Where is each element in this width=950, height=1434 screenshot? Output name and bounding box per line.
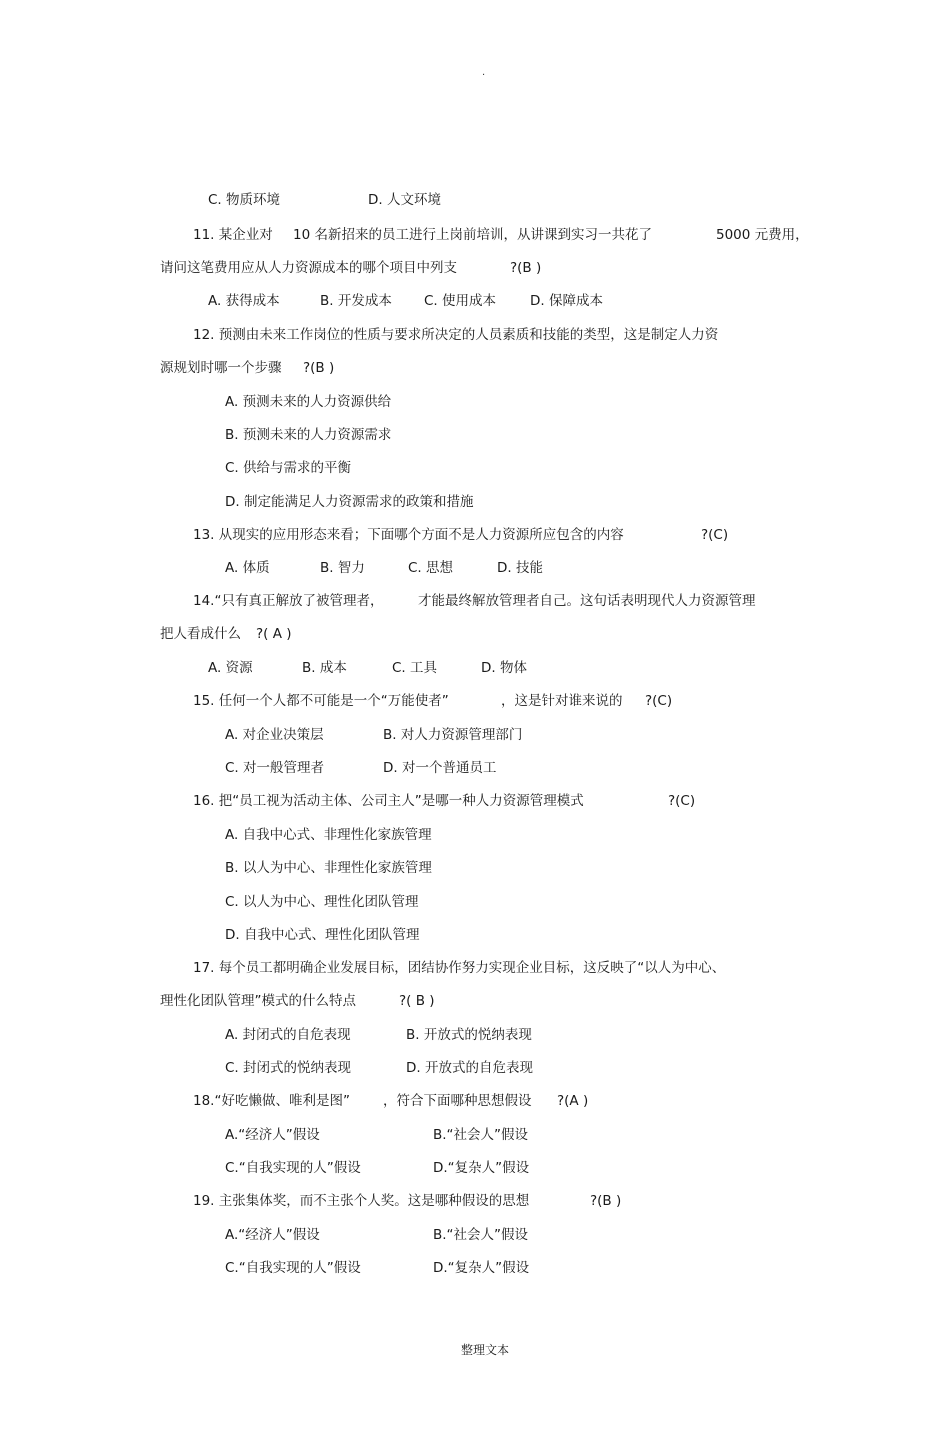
- text-line: 13. 从现实的应用形态来看；下面哪个方面不是人力资源所应包含的内容: [193, 527, 624, 543]
- text-line: 请问这笔费用应从人力资源成本的哪个项目中列支: [160, 260, 457, 276]
- text-line: B. 以人为中心、非理性化家族管理: [225, 860, 432, 876]
- text-line: 19. 主张集体奖，而不主张个人奖。这是哪种假设的思想: [193, 1193, 530, 1209]
- text-line: 5000 元费用，: [716, 227, 809, 243]
- text-line: ?(C): [645, 693, 673, 709]
- text-line: A. 体质: [225, 560, 270, 576]
- text-line: B. 预测未来的人力资源需求: [225, 427, 392, 443]
- text-line: D. 物体: [481, 660, 527, 676]
- text-line: ?(A ): [557, 1093, 589, 1109]
- text-line: C.“自我实现的人”假设: [225, 1160, 361, 1176]
- text-line: ?(C): [701, 527, 729, 543]
- text-line: 12. 预测由未来工作岗位的性质与要求所决定的人员素质和技能的类型，这是制定人力资: [193, 327, 719, 343]
- text-line: 11. 某企业对: [193, 227, 273, 243]
- text-line: C. 以人为中心、理性化团队管理: [225, 894, 419, 910]
- text-line: B. 对人力资源管理部门: [383, 727, 523, 743]
- text-line: C. 思想: [408, 560, 454, 576]
- text-line: C.“自我实现的人”假设: [225, 1260, 361, 1276]
- text-line: A. 封闭式的自危表现: [225, 1027, 351, 1043]
- text-line: D. 人文环境: [368, 192, 441, 208]
- text-line: ?(B ): [590, 1193, 622, 1209]
- page-footer: 整理文本: [461, 1343, 510, 1357]
- text-line: 理性化团队管理”模式的什么特点: [160, 993, 356, 1009]
- text-line: 18.“好吃懒做、唯利是图”: [193, 1093, 350, 1109]
- text-line: A. 自我中心式、非理性化家族管理: [225, 827, 432, 843]
- text-line: 15. 任何一个人都不可能是一个“万能使者”: [193, 693, 449, 709]
- text-line: D. 自我中心式、理性化团队管理: [225, 927, 420, 943]
- text-line: ?(C): [668, 793, 696, 809]
- text-line: D.“复杂人”假设: [433, 1260, 530, 1276]
- text-line: C. 封闭式的悦纳表现: [225, 1060, 352, 1076]
- text-line: 10 名新招来的员工进行上岗前培训，从讲课到实习一共花了: [293, 227, 652, 243]
- text-line: 才能最终解放管理者自己。这句话表明现代人力资源管理: [418, 593, 756, 609]
- text-line: ?( B ): [399, 993, 435, 1009]
- header-dot: .: [482, 67, 486, 78]
- text-line: D. 对一个普通员工: [383, 760, 497, 776]
- text-line: A. 资源: [208, 660, 253, 676]
- text-line: ?(B ): [510, 260, 542, 276]
- text-line: 源规划时哪一个步骤: [160, 360, 282, 376]
- text-line: B.“社会人”假设: [433, 1227, 529, 1243]
- text-line: A. 获得成本: [208, 293, 280, 309]
- text-line: B. 开发成本: [320, 293, 392, 309]
- text-line: ，符合下面哪种思想假设: [383, 1093, 532, 1109]
- text-line: C. 物质环境: [208, 192, 281, 208]
- text-line: C. 供给与需求的平衡: [225, 460, 352, 476]
- text-line: 14.“只有真正解放了被管理者，: [193, 593, 384, 609]
- text-line: A. 对企业决策层: [225, 727, 324, 743]
- text-line: B. 开放式的悦纳表现: [406, 1027, 532, 1043]
- text-line: D. 保障成本: [530, 293, 603, 309]
- text-line: D. 技能: [497, 560, 543, 576]
- text-line: C. 使用成本: [424, 293, 497, 309]
- text-line: 把人看成什么: [160, 626, 241, 642]
- text-line: B. 成本: [302, 660, 347, 676]
- text-line: B. 智力: [320, 560, 365, 576]
- text-line: ?(B ): [303, 360, 335, 376]
- text-line: C. 工具: [392, 660, 438, 676]
- text-line: 17. 每个员工都明确企业发展目标，团结协作努力实现企业目标，这反映了“以人为中心、: [193, 960, 726, 976]
- text-line: C. 对一般管理者: [225, 760, 325, 776]
- text-line: 16. 把“员工视为活动主体、公司主人”是哪一种人力资源管理模式: [193, 793, 584, 809]
- text-line: D. 制定能满足人力资源需求的政策和措施: [225, 494, 474, 510]
- text-line: A.“经济人”假设: [225, 1227, 320, 1243]
- text-line: A.“经济人”假设: [225, 1127, 320, 1143]
- text-line: D.“复杂人”假设: [433, 1160, 530, 1176]
- text-line: ，这是针对谁来说的: [501, 693, 623, 709]
- text-line: B.“社会人”假设: [433, 1127, 529, 1143]
- text-line: ?( A ): [256, 626, 292, 642]
- text-line: A. 预测未来的人力资源供给: [225, 394, 392, 410]
- text-line: D. 开放式的自危表现: [406, 1060, 533, 1076]
